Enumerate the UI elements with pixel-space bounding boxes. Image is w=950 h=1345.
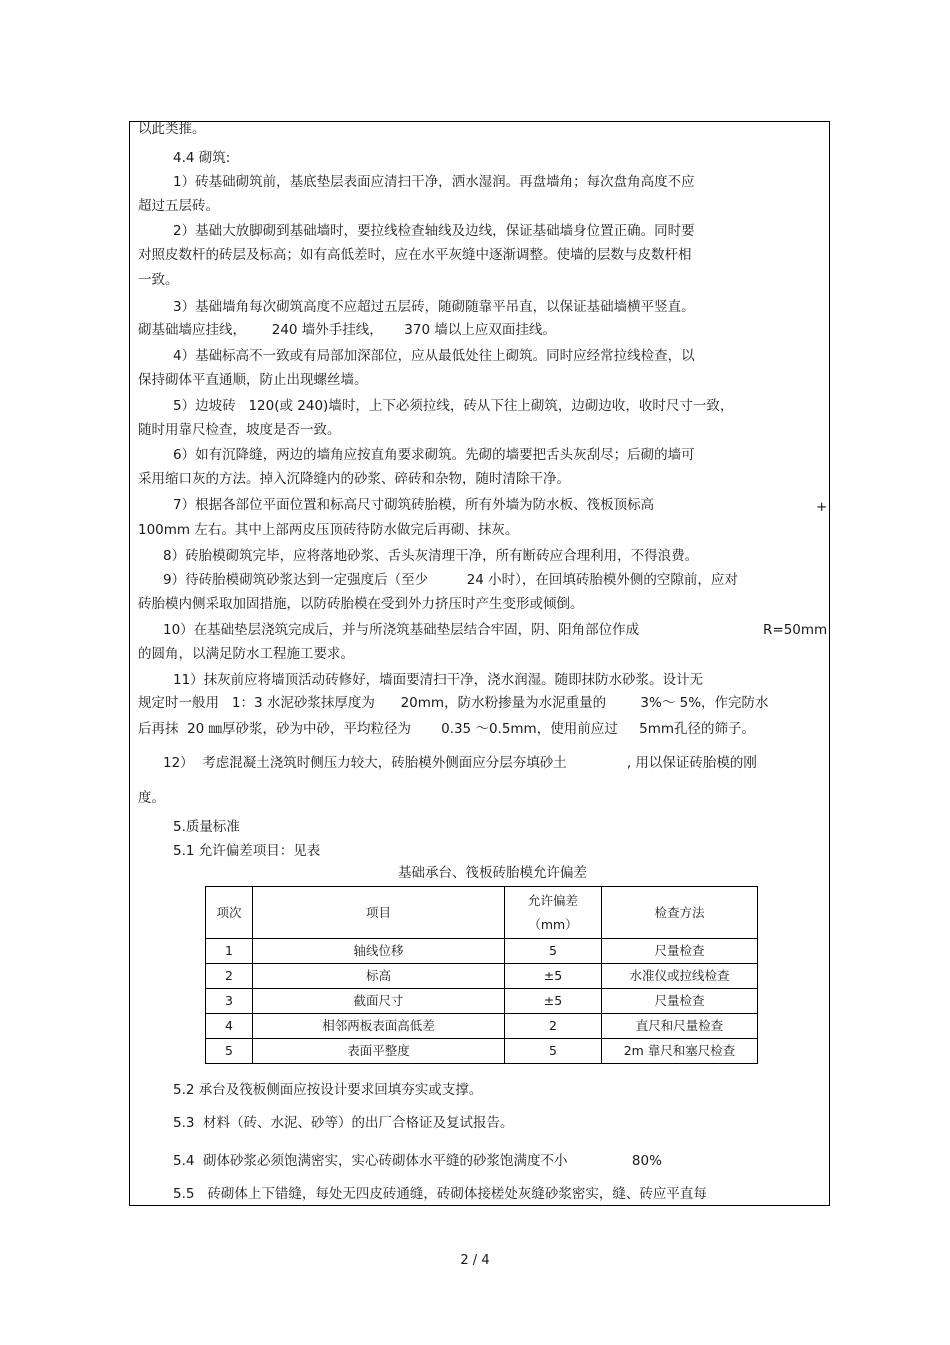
text-line: 砌基础墙应挂线， 240 墙外手挂线， 370 墙以上应双面挂线。 <box>138 322 556 338</box>
text-line: 5.2 承台及筏板侧面应按设计要求回填夯实或支撑。 <box>173 1082 483 1098</box>
text-line: 采用缩口灰的方法。掉入沉降缝内的砂浆、碎砖和杂物，随时清除干净。 <box>138 471 570 487</box>
table-row <box>206 989 758 1014</box>
header-tolerance <box>505 887 602 939</box>
cell-method: 尺量检查 <box>602 989 758 1014</box>
table-header-row <box>206 887 758 939</box>
cell-tolerance: ±5 <box>505 989 602 1014</box>
text-line: 对照皮数杆的砖层及标高；如有高低差时，应在水平灰缝中逐渐调整。使墙的层数与皮数杆相 <box>138 247 692 263</box>
cell-no: 3 <box>206 989 253 1014</box>
cell-tolerance: 5 <box>505 939 602 964</box>
text-line: 5）边坡砖 120(或 240)墙时，上下必须拉线，砖从下往上砌筑，边砌边收，收时尺寸一致， <box>173 398 734 414</box>
cell-item: 表面平整度 <box>253 1039 505 1064</box>
text-line: 5.5 砖砌体上下错缝，每处无四皮砖通缝，砖砌体接槎处灰缝砂浆密实，缝、砖应平直每 <box>173 1186 707 1202</box>
text-line: 一致。 <box>138 272 179 288</box>
cell-tolerance: 2 <box>505 1014 602 1039</box>
text-line: 1）砖基础砌筑前，基底垫层表面应清扫干净，洒水湿润。再盘墙角；每次盘角高度不应 <box>173 174 695 190</box>
text-line: 12） 考虑混凝土浇筑时侧压力较大，砖胎模外侧面应分层夯填砂土 , 用以保证砖胎模的刚 <box>163 755 757 771</box>
cell-item: 相邻两板表面高低差 <box>253 1014 505 1039</box>
cell-tolerance: ±5 <box>505 964 602 989</box>
table-row <box>206 939 758 964</box>
text-line: 3）基础墙角每次砌筑高度不应超过五层砖，随砌随靠平吊直，以保证基础墙横平竖直。 <box>173 299 695 315</box>
text-line: 保持砌体平直通顺，防止出现螺丝墙。 <box>138 372 368 388</box>
text-line: 超过五层砖。 <box>138 198 219 214</box>
text-line: 8）砖胎模砌筑完毕，应将落地砂浆、舌头灰清理干净，所有断砖应合理利用，不得浪费。 <box>163 548 699 564</box>
table-caption: 基础承台、筏板砖胎模允许偏差 <box>398 865 587 881</box>
text-line-tail: + <box>816 499 828 515</box>
text-line: 的圆角，以满足防水工程施工要求。 <box>138 646 354 662</box>
text-line: 度。 <box>138 790 165 806</box>
cell-item: 标高 <box>253 964 505 989</box>
cell-method: 水准仪或拉线检查 <box>602 964 758 989</box>
deviation-table <box>205 886 758 1064</box>
cell-no: 5 <box>206 1039 253 1064</box>
cell-item: 轴线位移 <box>253 939 505 964</box>
table-row <box>206 1039 758 1064</box>
text-line: 5.4 砌体砂浆必须饱满密实，实心砖砌体水平缝的砂浆饱满度不小 80% <box>173 1153 662 1169</box>
cell-no: 1 <box>206 939 253 964</box>
text-line: 2）基础大放脚砌到基础墙时，要拉线检查轴线及边线，保证基础墙身位置正确。同时要 <box>173 223 695 239</box>
header-item-no: 项次 <box>206 887 253 939</box>
text-line: 11）抹灰前应将墙顶活动砖修好，墙面要清扫干净，浇水润湿。随即抹防水砂浆。设计无 <box>173 672 704 688</box>
header-tolerance-label: 允许偏差 <box>527 892 578 908</box>
header-method: 检查方法 <box>602 887 758 939</box>
text-line: 砖胎模内侧采取加固措施，以防砖胎模在受到外力挤压时产生变形或倾倒。 <box>138 596 584 612</box>
cell-no: 4 <box>206 1014 253 1039</box>
text-line: 10）在基础垫层浇筑完成后，并与所浇筑基础垫层结合牢固，阴、阳角部位作成 <box>163 622 640 638</box>
cell-method: 直尺和尺量检查 <box>602 1014 758 1039</box>
header-tolerance-unit: （mm） <box>528 916 578 932</box>
text-line: 4）基础标高不一致或有局部加深部位，应从最低处往上砌筑。同时应经常拉线检查，以 <box>173 348 695 364</box>
cell-method: 2m 靠尺和塞尺检查 <box>602 1039 758 1064</box>
text-line: 9）待砖胎模砌筑砂浆达到一定强度后（至少 24 小时），在回填砖胎模外侧的空隙前，应对 <box>163 572 738 588</box>
header-item: 项目 <box>253 887 505 939</box>
cell-no: 2 <box>206 964 253 989</box>
text-line: 7）根据各部位平面位置和标高尺寸砌筑砖胎模，所有外墙为防水板、筏板顶标高 <box>173 497 655 513</box>
table-row <box>206 964 758 989</box>
cell-tolerance: 5 <box>505 1039 602 1064</box>
text-line-tail: R=50mm <box>763 622 828 638</box>
section-heading: 5.1 允许偏差项目：见表 <box>173 843 321 859</box>
page-number: 2 / 4 <box>460 1253 490 1268</box>
section-heading: 4.4 砌筑: <box>173 150 231 166</box>
section-heading: 5.质量标准 <box>173 819 240 835</box>
cell-method: 尺量检查 <box>602 939 758 964</box>
cell-item: 截面尺寸 <box>253 989 505 1014</box>
text-line: 6）如有沉降缝，两边的墙角应按直角要求砌筑。先砌的墙要把舌头灰刮尽；后砌的墙可 <box>173 447 695 463</box>
text-line: 规定时一般用 1：3 水泥砂浆抹厚度为 20mm，防水粉掺量为水泥重量的 3%～ 5%，作完防水 <box>138 695 769 711</box>
table-row <box>206 1014 758 1039</box>
text-line: 后再抹 20 ㎜厚砂浆，砂为中砂，平均粒径为 0.35 ～0.5mm，使用前应过 5mm孔径的筛子。 <box>138 721 756 737</box>
text-line: 随时用靠尺检查，坡度是否一致。 <box>138 422 341 438</box>
text-line: 100mm 左右。其中上部两皮压顶砖待防水做完后再砌、抹灰。 <box>138 522 519 538</box>
text-line: 以此类推。 <box>138 121 206 137</box>
text-line: 5.3 材料（砖、水泥、砂等）的出厂合格证及复试报告。 <box>173 1115 514 1131</box>
